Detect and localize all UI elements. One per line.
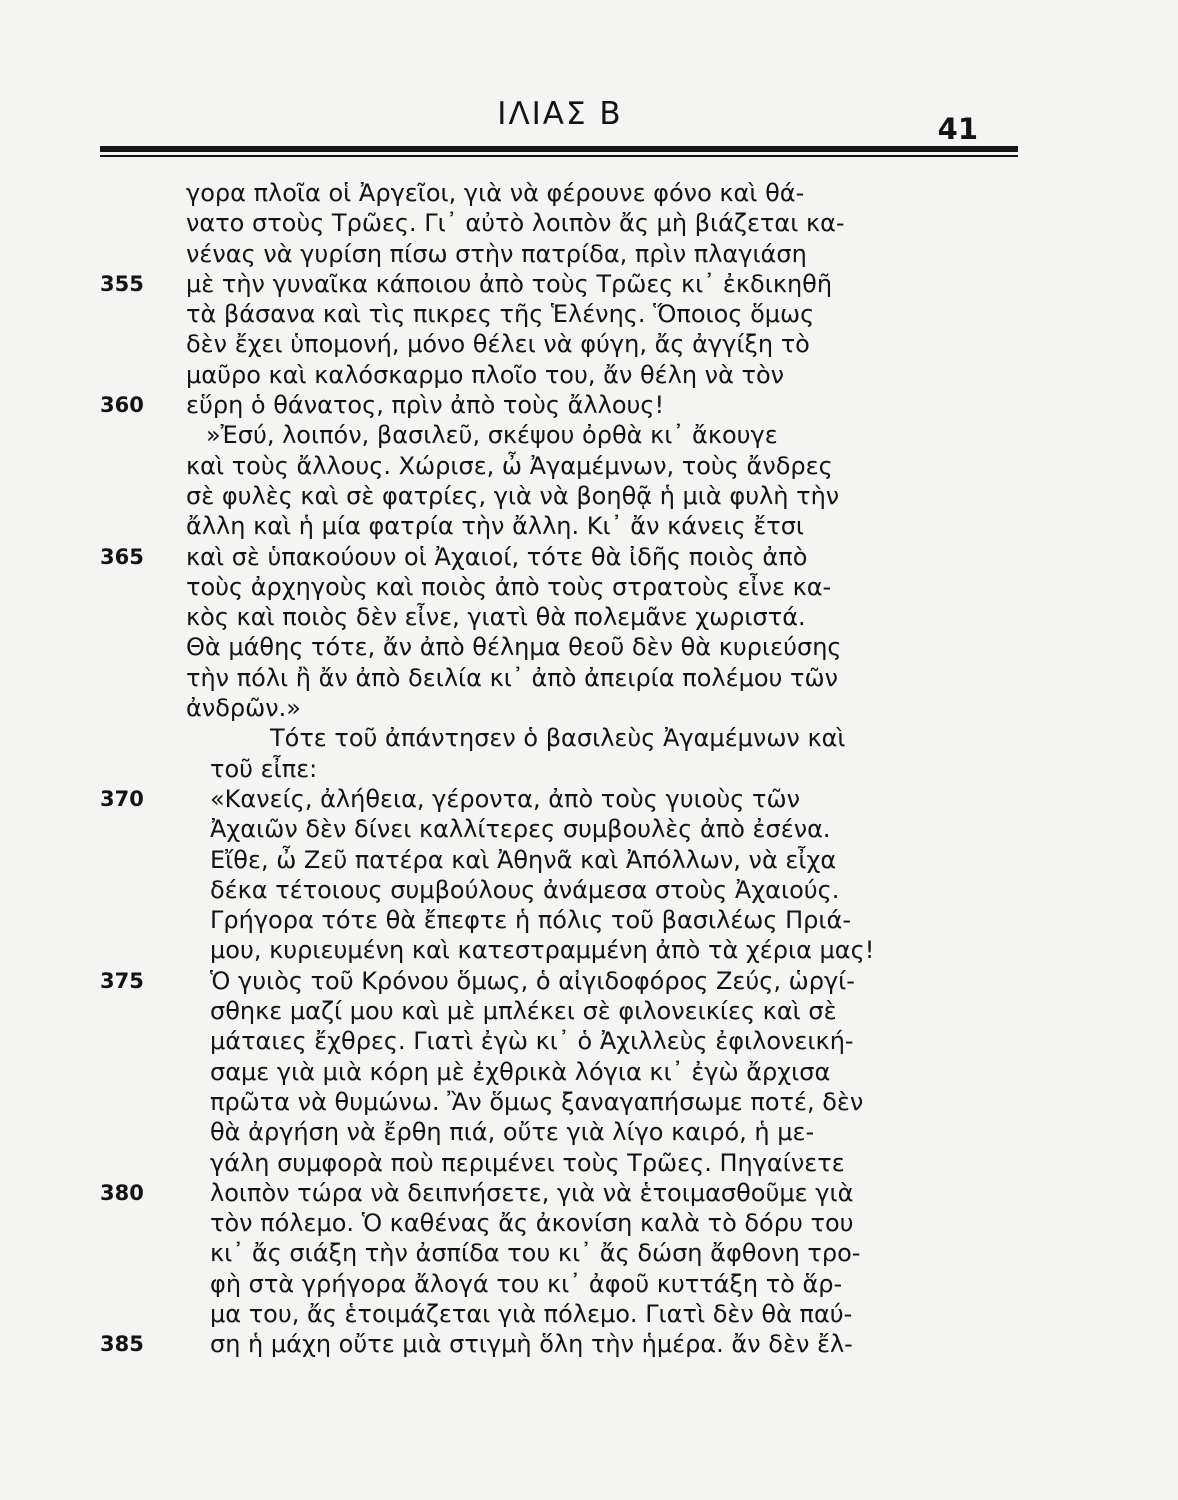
line-number: 375 (100, 968, 144, 993)
text-line (150, 239, 1030, 269)
text-line (150, 814, 1030, 844)
line-text: λοιπὸν τώρα νὰ δειπνήσετε, γιὰ νὰ ἑτοιμασθοῦμε γιὰ (210, 1178, 854, 1207)
line-text: τὴν πόλι ἢ ἄν ἀπὸ δειλία κι᾿ ἀπὸ ἀπειρία πολέμου τῶν (186, 663, 838, 692)
text-line (150, 875, 1030, 905)
line-text: τοῦ εἶπε: (210, 754, 318, 783)
line-text: ση ἡ μάχη οὔτε μιὰ στιγμὴ ὅλη τὴν ἡμέρα. ἄν δὲν ἔλ- (210, 1330, 853, 1359)
line-text: νατο στοὺς Τρῶες. Γι᾿ αὐτὸ λοιπὸν ἄς μὴ βιάζεται κα- (186, 209, 845, 238)
text-line (100, 966, 1030, 996)
text-line (150, 754, 1030, 784)
text-line (150, 1148, 1030, 1178)
line-number: 355 (100, 271, 144, 296)
line-text: ἄλλη καὶ ἡ μία φατρία τὴν ἄλλη. Κι᾿ ἄν κάνεις ἔτσι (186, 512, 805, 541)
line-text: γάλη συμφορὰ ποὺ περιμένει τοὺς Τρῶες. Πηγαίνετε (210, 1148, 845, 1177)
text-line (100, 1329, 1030, 1359)
text-line (150, 1269, 1030, 1299)
line-text: ἀνδρῶν.» (186, 694, 301, 723)
line-text: μάταιες ἔχθρες. Γιατὶ ἐγὼ κι᾿ ὁ Ἀχιλλεὺς ἐφιλονεική- (210, 1027, 854, 1056)
text-line (150, 1117, 1030, 1147)
text-line (150, 845, 1030, 875)
text-line (150, 481, 1030, 511)
line-text: κι᾿ ἄς σιάξη τὴν ἀσπίδα του κι᾿ ἄς δώση ἄφθονη τρο- (210, 1239, 861, 1268)
text-line (150, 1208, 1030, 1238)
line-text: σὲ φυλὲς καὶ σὲ φατρίες, γιὰ νὰ βοηθᾷ ἡ μιὰ φυλὴ τὴν (186, 481, 840, 510)
text-line (150, 632, 1030, 662)
text-line (150, 329, 1030, 359)
header-rule-thin (100, 155, 1018, 157)
line-text: τὸν πόλεμο. Ὁ καθένας ἄς ἀκονίση καλὰ τὸ δόρυ του (210, 1209, 854, 1238)
line-number: 385 (100, 1332, 144, 1357)
line-text: κὸς καὶ ποιὸς δὲν εἶνε, γιατὶ θὰ πολεμᾶνε χωριστά. (186, 603, 806, 632)
text-line (100, 390, 1030, 420)
line-text: μα του, ἄς ἑτοιμάζεται γιὰ πόλεμο. Γιατὶ δὲν θὰ παύ- (210, 1299, 853, 1328)
line-text: Ἀχαιῶν δὲν δίνει καλλίτερες συμβουλὲς ἀπὸ ἐσένα. (210, 815, 831, 844)
line-text: μου, κυριευμένη καὶ κατεστραμμένη ἀπὸ τὰ χέρια μας! (210, 936, 875, 965)
text-line (150, 996, 1030, 1026)
line-text: γορα πλοῖα οἱ Ἀργεῖοι, γιὰ νὰ φέρουνε φόνο καὶ θά- (186, 179, 805, 207)
text-line (150, 299, 1030, 329)
line-text: καὶ σὲ ὑπακούουν οἱ Ἀχαιοί, τότε θὰ ἰδῆς ποιὸς ἀπὸ (186, 542, 808, 571)
running-title: ΙΛΙΑΣ Β (497, 96, 623, 132)
text-line (150, 451, 1030, 481)
line-text: μὲ τὴν γυναῖκα κάποιου ἀπὸ τοὺς Τρῶες κι᾿ ἐκδικηθῆ (186, 269, 833, 298)
page-number: 41 (937, 112, 978, 146)
text-line (150, 360, 1030, 390)
line-number: 370 (100, 786, 144, 811)
line-text: πρῶτα νὰ θυμώνω. Ἂν ὅμως ξαναγαπήσωμε ποτέ, δὲν (210, 1087, 864, 1116)
text-line (100, 542, 1030, 572)
text-line (150, 693, 1030, 723)
line-text: εὕρη ὁ θάνατος, πρὶν ἀπὸ τοὺς ἄλλους! (186, 391, 665, 420)
poem-text (100, 178, 1030, 1360)
line-text: δέκα τέτοιους συμβούλους ἀνάμεσα στοὺς Ἀχαιούς. (210, 875, 840, 904)
line-text: θὰ ἀργήση νὰ ἔρθη πιά, οὔτε γιὰ λίγο καιρό, ἡ με- (210, 1118, 815, 1147)
line-text: Ὁ γυιὸς τοῦ Κρόνου ὅμως, ὁ αἰγιδοφόρος Ζεύς, ὡργί- (210, 966, 855, 995)
line-text: φὴ στὰ γρήγορα ἄλογά του κι᾿ ἀφοῦ κυττάξη τὸ ἅρ- (210, 1269, 843, 1298)
text-line (150, 1026, 1030, 1056)
line-text: Γρήγορα τότε θὰ ἔπεφτε ἡ πόλις τοῦ βασιλέως Πριά- (210, 906, 851, 935)
text-line (150, 602, 1030, 632)
text-line (150, 905, 1030, 935)
line-text: τοὺς ἀρχηγοὺς καὶ ποιὸς ἀπὸ τοὺς στρατοὺς εἶνε κα- (186, 572, 832, 601)
header-rule-thick (100, 146, 1018, 152)
text-line (150, 178, 1030, 208)
line-text: νένας νὰ γυρίση πίσω στὴν πατρίδα, πρὶν πλαγιάση (186, 239, 807, 268)
line-text: Τότε τοῦ ἀπάντησεν ὁ βασιλεὺς Ἀγαμέμνων καὶ (270, 724, 846, 753)
line-number: 365 (100, 544, 144, 569)
line-text: σαμε γιὰ μιὰ κόρη μὲ ἐχθρικὰ λόγια κι᾿ ἐγὼ ἄρχισα (210, 1057, 831, 1086)
line-text: σθηκε μαζί μου καὶ μὲ μπλέκει σὲ φιλονεικίες καὶ σὲ (210, 997, 837, 1026)
text-line (150, 511, 1030, 541)
line-text: καὶ τοὺς ἄλλους. Χώρισε, ὦ Ἀγαμέμνων, τοὺς ἄνδρες (186, 451, 833, 480)
page-header (100, 96, 1020, 146)
line-number: 380 (100, 1180, 144, 1205)
line-text: μαῦρο καὶ καλόσκαρμο πλοῖο του, ἄν θέλη νὰ τὸν (186, 360, 785, 389)
text-line (150, 723, 1030, 753)
text-line (150, 420, 1030, 450)
text-line (150, 1087, 1030, 1117)
text-line (100, 1178, 1030, 1208)
line-text: «Κανείς, ἀλήθεια, γέροντα, ἀπὸ τοὺς γυιοὺς τῶν (210, 784, 800, 813)
text-line (150, 1238, 1030, 1268)
text-line (150, 663, 1030, 693)
text-line (150, 1057, 1030, 1087)
line-text: τὰ βάσανα καὶ τὶς πικρες τῆς Ἑλένης. Ὅποιος ὅμως (186, 300, 815, 329)
line-text: »Ἐσύ, λοιπόν, βασιλεῦ, σκέψου ὀρθὰ κι᾿ ἄκουγε (206, 421, 778, 450)
line-text: Εἴθε, ὦ Ζεῦ πατέρα καὶ Ἀθηνᾶ καὶ Ἀπόλλων, νὰ εἶχα (210, 845, 837, 874)
text-line (100, 269, 1030, 299)
text-line (150, 208, 1030, 238)
line-text: Θὰ μάθης τότε, ἄν ἀπὸ θέλημα θεοῦ δὲν θὰ κυριεύσης (186, 633, 842, 662)
text-line (150, 1299, 1030, 1329)
line-text: δὲν ἔχει ὑπομονή, μόνο θέλει νὰ φύγη, ἄς ἀγγίξη τὸ (186, 330, 810, 359)
text-line (150, 935, 1030, 965)
line-number: 360 (100, 393, 144, 418)
text-line (150, 572, 1030, 602)
text-line (100, 784, 1030, 814)
